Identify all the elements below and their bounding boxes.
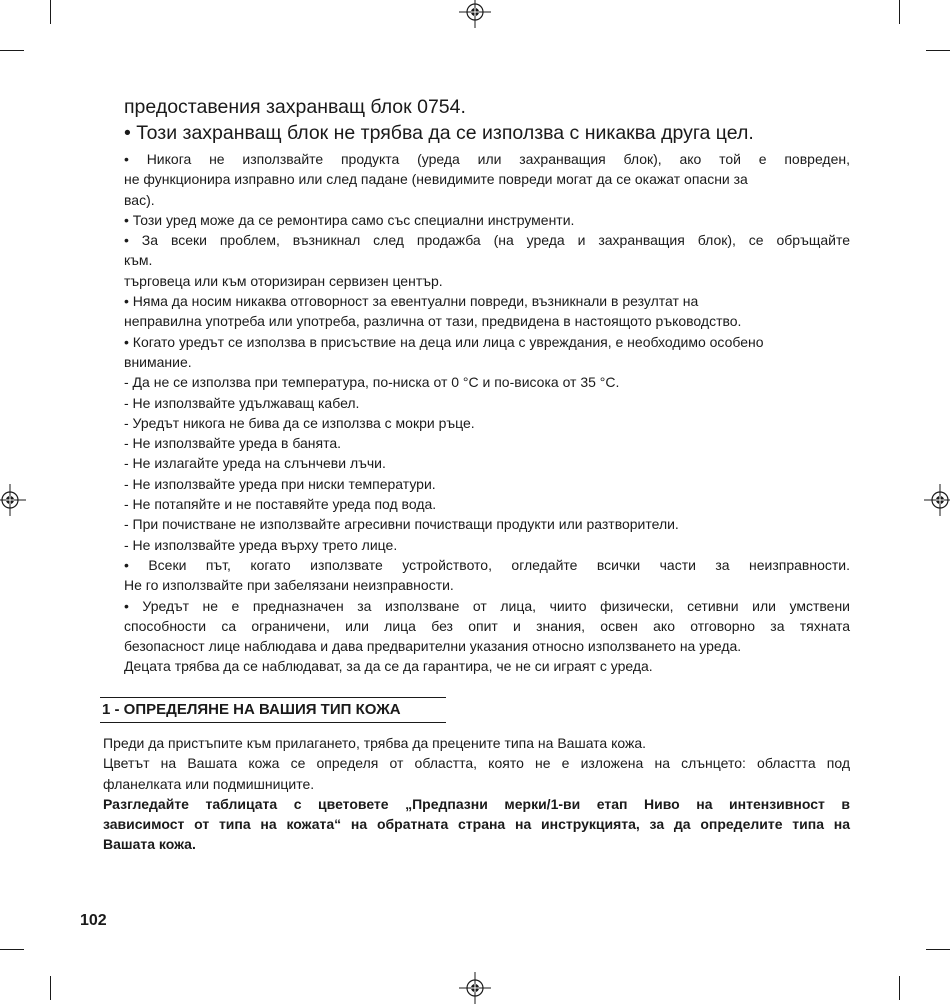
paragraph-line: • Всеки път, когато използвате устройството, огледайте всички части за неизправности. — [124, 556, 850, 573]
crop-mark — [0, 50, 24, 51]
registration-mark-icon — [924, 484, 950, 516]
paragraph-line: - Уредът никога не бива да се използва с мокри ръце. — [124, 414, 475, 431]
section-bold-line: зависимост от типа на кожата“ на обратната страна на инструкцията, за да определите типа на — [103, 816, 850, 833]
registration-mark-icon — [0, 484, 26, 516]
paragraph-line: - Не използвайте уреда в банята. — [124, 435, 342, 452]
paragraph-line: • Няма да носим никаква отговорност за евентуални повреди, възникнали в резултат на — [124, 293, 699, 310]
section-line: Преди да пристъпите към прилагането, трябва да прецените типа на Вашата кожа. — [103, 735, 647, 751]
section-line: Цветът на Вашата кожа се определя от областта, която не е изложена на слънцето: областта под — [103, 755, 850, 772]
paragraph-line: Децата трябва да се наблюдават, за да се да гарантира, че не си играят с уреда. — [124, 658, 653, 675]
paragraph-line: - Не използвайте уреда при ниски температури. — [124, 475, 436, 492]
section-line: фланелката или подмишниците. — [103, 775, 315, 792]
paragraph-line: не функционира изправно или след падане (невидимите повреди могат да се окажат опасни за — [124, 171, 748, 188]
crop-mark — [899, 0, 900, 24]
paragraph-line: Не го използвайте при забелязани неизправности. — [124, 577, 454, 594]
registration-mark-icon — [459, 972, 491, 1004]
paragraph-line: • За всеки проблем, възникнал след продажба (на уреда и захранващия блок), се обръщайте — [124, 232, 850, 249]
section-bold-line: Разгледайте таблицата с цветовете „Предпазни мерки/1-ви етап Ниво на интензивност в — [103, 795, 850, 812]
crop-mark — [50, 0, 51, 24]
section-bold-line: Вашата кожа. — [103, 836, 196, 853]
paragraph-line: към. — [124, 252, 153, 269]
crop-mark — [50, 976, 51, 1000]
paragraph-line: - Не използвайте уреда върху трето лице. — [124, 536, 398, 553]
paragraph-line: вас). — [124, 191, 155, 208]
paragraph-line: • Когато уредът се използва в присъствие на деца или лица с увреждания, е необходимо особено — [124, 333, 764, 350]
page-number: 102 — [80, 912, 107, 929]
paragraph-line: • Уредът не е предназначен за използване от лица, чиито физически, сетивни или умствени — [124, 597, 850, 614]
paragraph-line: • Този уред може да се ремонтира само със специални инструменти. — [124, 211, 575, 228]
paragraph-line: - Не потапяйте и не поставяйте уреда под вода. — [124, 496, 437, 513]
paragraph-line: неправилна употреба или употреба, различна от тази, предвидена в настоящото ръководство. — [124, 313, 742, 330]
section-body — [100, 733, 850, 855]
paragraph-line: - Да не се използва при температура, по-ниска от 0 °C и по-висока от 35 °C. — [124, 374, 620, 391]
lead-line: предоставения захранващ блок 0754. — [124, 96, 466, 118]
paragraph-line: търговеца или към оторизиран сервизен център. — [124, 272, 443, 289]
crop-mark — [926, 949, 950, 950]
paragraph-line: - Не излагайте уреда на слънчеви лъчи. — [124, 455, 386, 472]
crop-mark — [926, 50, 950, 51]
crop-mark — [899, 976, 900, 1000]
paragraph-line: безопасност лице наблюдава и дава предварителни указания относно използването на уреда. — [124, 638, 742, 655]
registration-mark-icon — [459, 0, 491, 28]
paragraph-line: способности са ограничени, или лица без опит и знания, освен ако отговорно за тяхната — [124, 617, 850, 634]
lead-line: • Този захранващ блок не трябва да се използва с никаква друга цел. — [124, 122, 754, 144]
skin-type-section — [100, 697, 850, 855]
paragraph-line: внимание. — [124, 353, 192, 370]
paragraph-line: - Не използвайте удължаващ кабел. — [124, 394, 360, 411]
safety-text — [124, 94, 850, 677]
section-title: 1 - ОПРЕДЕЛЯНЕ НА ВАШИЯ ТИП КОЖА — [100, 697, 446, 723]
crop-mark — [0, 949, 24, 950]
paragraph-line: - При почистване не използвайте агресивни почистващи продукти или разтворители. — [124, 516, 679, 533]
paragraph-line: • Никога не използвайте продукта (уреда или захранващия блок), ако той е повреден, — [124, 151, 850, 167]
